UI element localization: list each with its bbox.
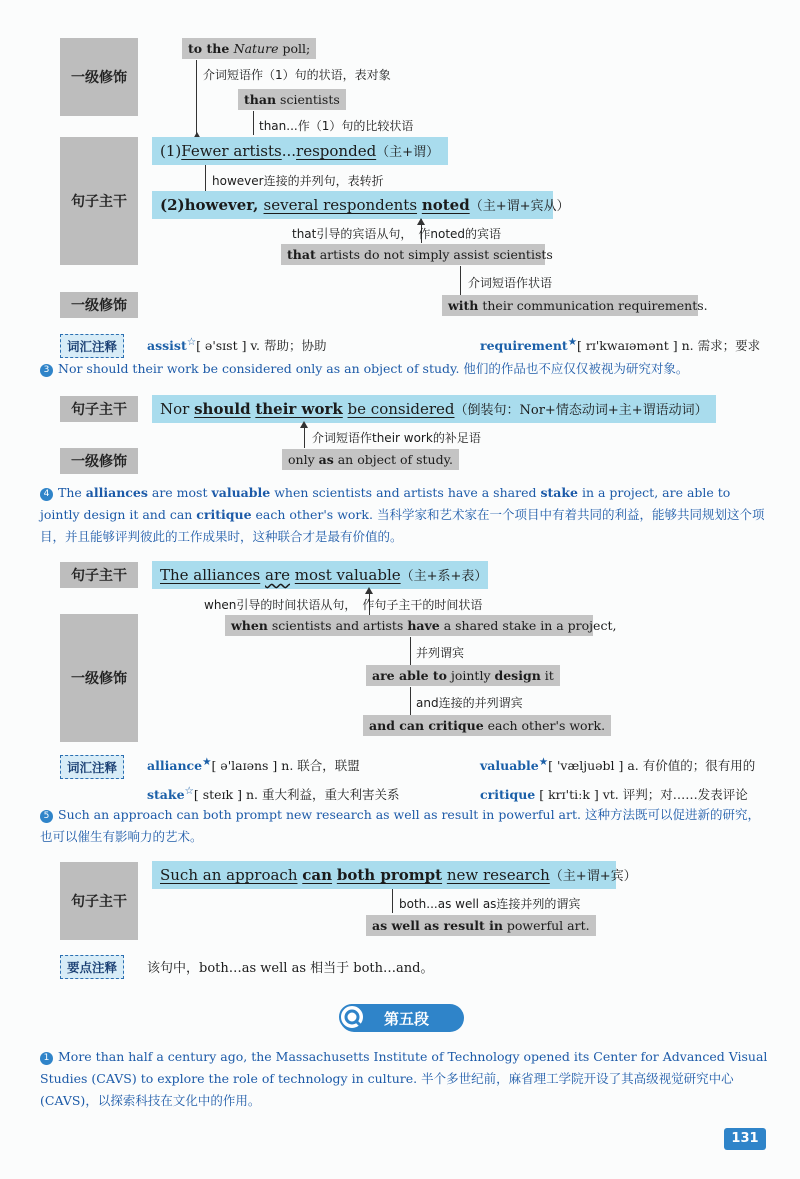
grammar-note: that引导的宾语从句， 作noted的宾语 xyxy=(292,227,502,241)
grammar-note: both...as well as连接并列的谓宾 xyxy=(399,897,581,911)
grammar-note: 介词短语作状语 xyxy=(468,276,553,290)
vocab-entry: valuable★[ 'væljuəbl ] a. 有价值的；很有用的 xyxy=(480,756,756,774)
sentence-4: 4 The alliances are most valuable when scientists and artists have a shared stake in a project, are able to jointly design it and can critique each other's work. 当科学家和艺术家在一个项目中有着共同的利益，能够共同规划这个项目，并且能够评判彼此的工作成果时，这种联合才是最有价值的。 xyxy=(40,485,765,544)
label-level1-modifier: 一级修饰 xyxy=(60,38,138,116)
grammar-note: and连接的并列谓宾 xyxy=(416,696,523,710)
time-clause: when scientists and artists have a shared stake in a project, xyxy=(225,615,593,636)
label-level1-modifier: 一级修饰 xyxy=(60,292,138,318)
vocab-entry: stake☆[ steɪk ] n. 重大利益，重大利害关系 xyxy=(147,785,400,803)
section-header: 第五段 xyxy=(340,1004,464,1032)
main-clause: Such an approach can both prompt new research（主+谓+宾） xyxy=(152,861,616,889)
vocab-entry: critique [ krɪ'tiːk ] vt. 评判；对……发表评论 xyxy=(480,787,748,802)
object-clause: that artists do not simply assist scientists xyxy=(281,244,545,265)
grammar-note: 介词短语作（1）句的状语，表对象 xyxy=(203,68,391,82)
main-clause: Nor should their work be considered（倒装句：Nor+情态动词+主+谓语动词） xyxy=(152,395,716,423)
label-level1-modifier: 一级修饰 xyxy=(60,448,138,474)
grammar-note: however连接的并列句，表转折 xyxy=(212,174,384,188)
coordinate-predicate: are able to jointly design it xyxy=(366,665,560,686)
vocab-tag: 词汇注释 xyxy=(60,755,124,779)
key-point-text: 该句中，both…as well as 相当于 both…and。 xyxy=(147,961,434,976)
label-main-clause: 句子主干 xyxy=(60,562,138,588)
label-main-clause: 句子主干 xyxy=(60,862,138,940)
modifier-phrase: to the Nature poll; xyxy=(182,38,316,59)
modifier-phrase: than scientists xyxy=(238,89,346,110)
page-number: 131 xyxy=(724,1128,766,1150)
grammar-note: 介词短语作their work的补足语 xyxy=(312,431,481,445)
vocab-entry: assist☆[ ə'sɪst ] v. 帮助；协助 xyxy=(147,336,327,354)
main-clause-2: (2)however, several respondents noted（主+谓+宾从） xyxy=(152,191,553,219)
label-main-clause: 句子主干 xyxy=(60,137,138,265)
key-point-tag: 要点注释 xyxy=(60,955,124,979)
coordinate-predicate: as well as result in powerful art. xyxy=(366,915,596,936)
vocab-entry: alliance★[ ə'laɪəns ] n. 联合，联盟 xyxy=(147,756,360,774)
label-level1-modifier: 一级修饰 xyxy=(60,614,138,742)
grammar-note: than...作（1）句的比较状语 xyxy=(259,119,414,133)
grammar-note: when引导的时间状语从句， 作句子主干的时间状语 xyxy=(204,598,483,612)
main-clause: The alliances are most valuable（主+系+表） xyxy=(152,561,488,589)
sentence-5: 5 Such an approach can both prompt new research as well as result in powerful art. 这种方法既可以促进新的研究，也可以催生有影响力的艺术。 xyxy=(40,807,760,844)
vocab-tag: 词汇注释 xyxy=(60,334,124,358)
sentence-paragraph5-1: 1 More than half a century ago, the Massachusetts Institute of Technology opened its Center for Advanced Visual Studies (CAVS) to explore the role of technology in culture. 半个多世纪前，麻省理工学院开设了其高级视觉研究中心(CAVS)，以探索科技在文化中的作用。 xyxy=(40,1049,768,1108)
sentence-3: 3 Nor should their work be considered only as an object of study. 他们的作品也不应仅仅被视为研究对象。 xyxy=(40,358,770,380)
modifier-phrase: with their communication requirements. xyxy=(442,295,698,316)
coordinate-predicate: and can critique each other's work. xyxy=(363,715,611,736)
modifier-phrase: only as an object of study. xyxy=(282,449,459,470)
main-clause-1: (1)Fewer artists...responded（主+谓） xyxy=(152,137,448,165)
grammar-note: 并列谓宾 xyxy=(416,646,465,660)
vocab-entry: requirement★[ rɪ'kwaɪəmənt ] n. 需求；要求 xyxy=(480,336,761,354)
magnifier-icon xyxy=(338,1003,368,1033)
label-main-clause: 句子主干 xyxy=(60,396,138,422)
